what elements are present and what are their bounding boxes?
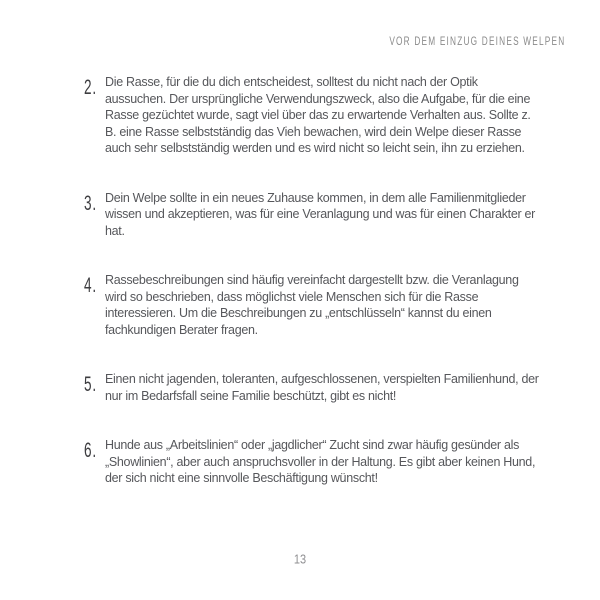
page-number: 13: [293, 552, 307, 567]
list-item: [84, 74, 539, 157]
list-item-number: 3.: [84, 190, 97, 215]
list-item-text: Dein Welpe sollte in ein neues Zuhause kommen, in dem alle Familienmitglieder wissen und akzeptieren, was für eine Veranlagung und was für einen Charakter er hat.: [105, 190, 536, 238]
list-item: [84, 371, 539, 404]
chapter-header: VOR DEM EINZUG DEINES WELPEN: [388, 34, 565, 48]
list-item-text: Hunde aus „Arbeitslinien“ oder „jagdlicher“ Zucht sind zwar häufig gesünder als „Showlinien“, aber auch anspruchsvoller in der Haltung. Es gibt aber keinen Hund, der sich nicht eine sinnvolle Beschäftigung wünscht!: [105, 438, 536, 485]
list-item-number: 4.: [84, 273, 97, 297]
list-item-number: 2.: [84, 75, 97, 99]
list-item-number: 6.: [84, 438, 97, 462]
list-item: [84, 437, 539, 487]
list-item: [84, 272, 539, 338]
list-item-number: 5.: [84, 372, 97, 396]
list-item-text: Rassebeschreibungen sind häufig vereinfacht dargestellt bzw. die Veranlagung wird so beschrieben, dass möglichst viele Menschen sich für die Rasse interessieren. Um die Beschreibungen zu „entschlüsseln“ kannst du einen fachkundigen Berater fragen.: [105, 273, 519, 337]
tips-list: [84, 74, 539, 520]
list-item: [84, 190, 539, 240]
list-item-text: Einen nicht jagenden, toleranten, aufgeschlossenen, verspielten Familienhund, der nur im Bedarfsfall seine Familie beschützt, gibt es nicht!: [105, 372, 539, 403]
list-item-text: Die Rasse, für die du dich entscheidest, solltest du nicht nach der Optik aussuchen. Der ursprüngliche Verwendungszweck, also die Aufgabe, für die eine Rasse gezüchtet wurde, sagt viel über das zu erwartende Verhalten aus. Sollte z. B. eine Rasse selbstständig das Vieh bewachen, wird dein Welpe dieser Rasse auch sehr selbstständig werden und es wird nicht so leicht sein, ihn zu erziehen.: [105, 75, 531, 155]
